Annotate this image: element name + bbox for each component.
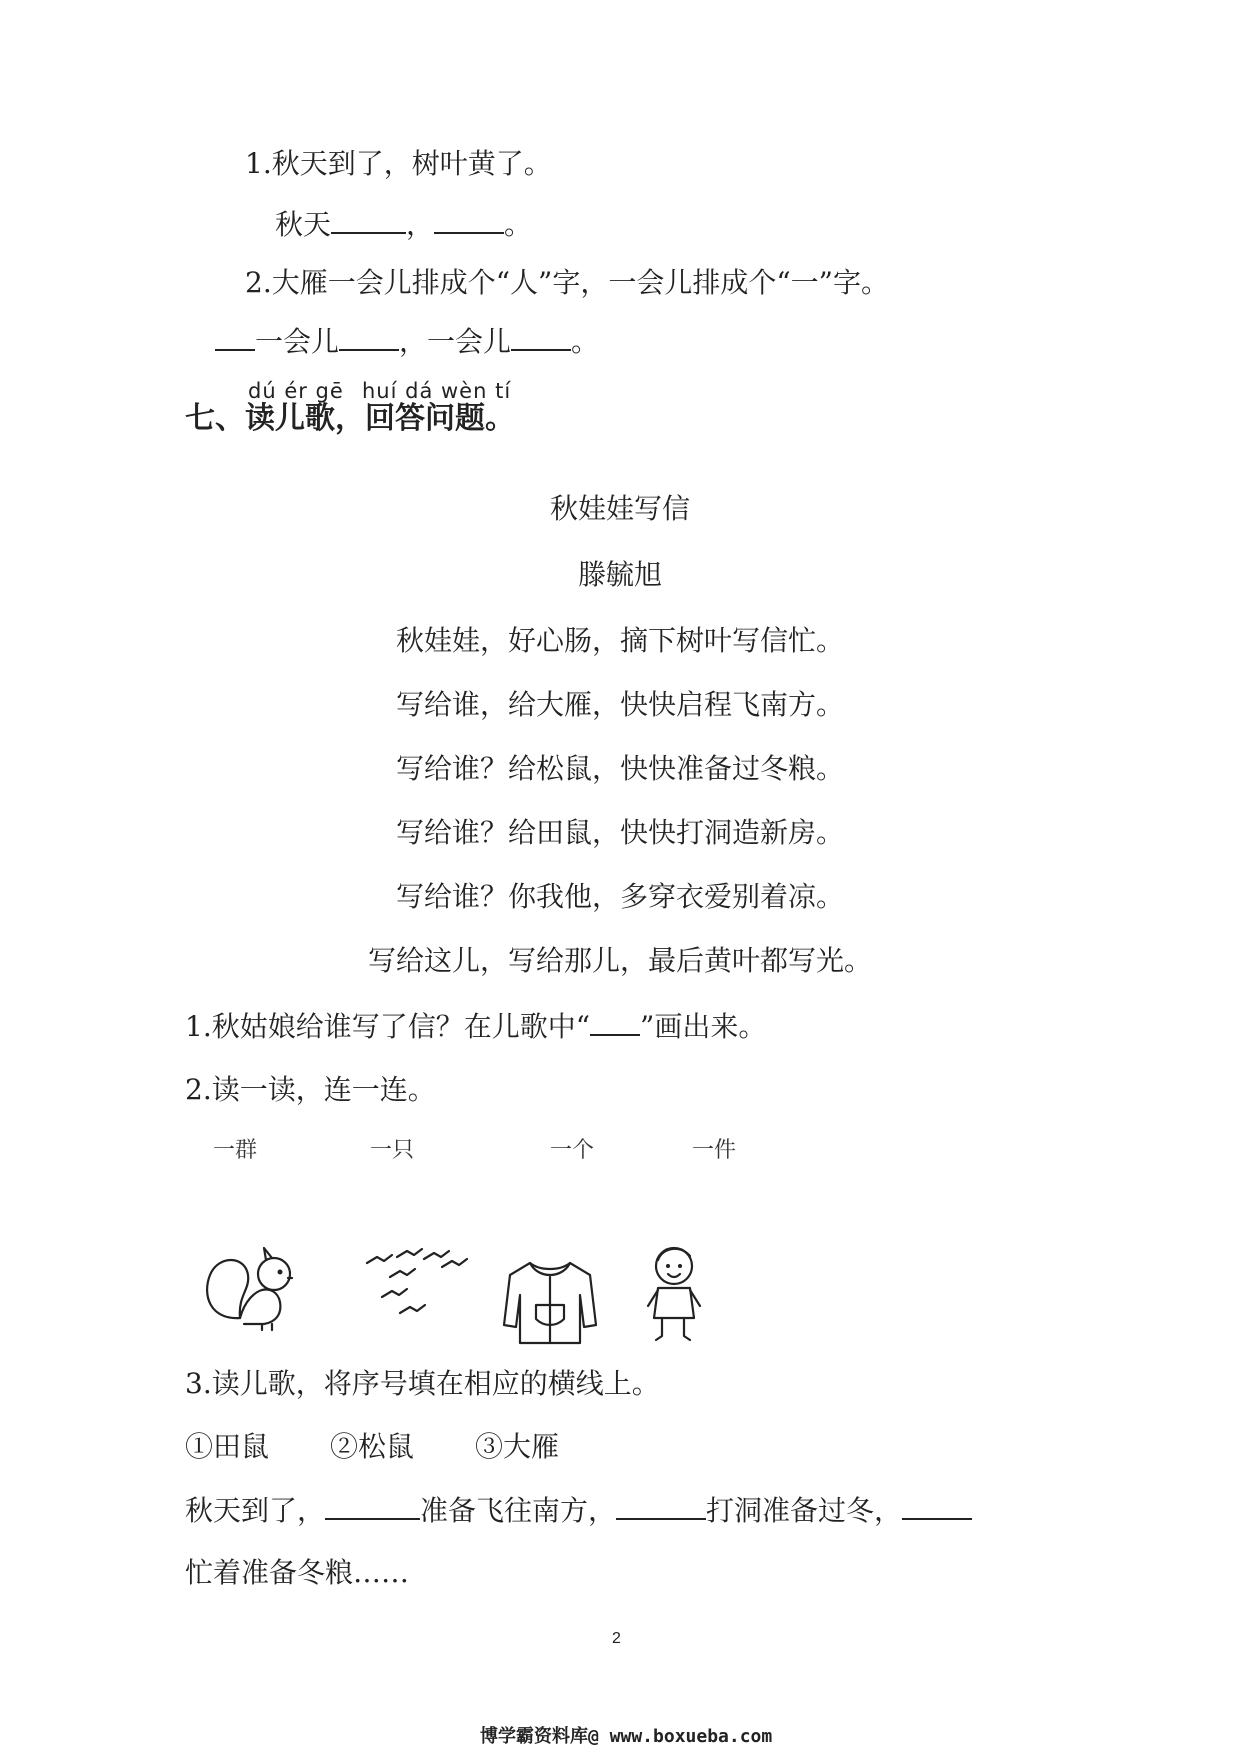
question-1-fill-line: [275, 206, 532, 243]
question-3: 3.读儿歌，将序号填在相应的横线上。: [185, 1367, 660, 1400]
question-2-fill-line: [215, 323, 599, 360]
poem-title: 秋娃娃写信: [549, 492, 690, 525]
squirrel-icon[interactable]: [200, 1240, 310, 1340]
fill-comma: ，: [406, 208, 435, 241]
question-text: 1.秋姑娘给谁写了信？在儿歌中“: [185, 1010, 591, 1043]
underline-sample: [590, 1008, 640, 1036]
option-dayan: ③大雁: [475, 1430, 560, 1463]
page-number: 2: [612, 1630, 621, 1647]
option-tianshu: ①田鼠: [185, 1430, 270, 1463]
answer-blank[interactable]: [511, 323, 571, 351]
child-icon[interactable]: [640, 1240, 710, 1350]
footer-watermark: 博学霸资料库@ www.boxueba.com: [480, 1726, 773, 1747]
answer-blank[interactable]: [339, 323, 399, 351]
poem-line: 写给谁？你我他，多穿衣爱别着凉。: [395, 880, 844, 913]
fill-text: 准备飞往南方，: [420, 1494, 617, 1527]
question-1-who-letters: [185, 1008, 766, 1045]
poem-author: 滕毓旭: [577, 558, 662, 591]
measure-word-yijian[interactable]: 一件: [692, 1138, 737, 1163]
geese-flock-icon[interactable]: [362, 1245, 472, 1325]
answer-blank[interactable]: [215, 323, 255, 351]
answer-blank[interactable]: [325, 1492, 420, 1520]
fill-part-c: 。: [571, 325, 600, 358]
question-1-sentence: 1.秋天到了，树叶黄了。: [245, 147, 552, 180]
question-2-sentence: 2.大雁一会儿排成个“人”字，一会儿排成个“一”字。: [245, 266, 889, 299]
section-7-heading: 七、读儿歌，回答问题。: [185, 401, 515, 436]
fill-part-a: 一会儿: [255, 325, 340, 358]
pinyin-du-er-ge: dú ér gē: [248, 379, 344, 403]
option-songshu: ②松鼠: [330, 1430, 415, 1463]
poem-line: 写给谁，给大雁，快快启程飞南方。: [395, 688, 844, 721]
poem-line: 写给这儿，写给那儿，最后黄叶都写光。: [367, 944, 872, 977]
answer-blank[interactable]: [331, 206, 406, 234]
question-2-connect: 2.读一读，连一连。: [185, 1073, 436, 1106]
measure-word-yige[interactable]: 一个: [550, 1138, 595, 1163]
fill-sentence-line-1: [185, 1492, 972, 1529]
fill-sentence-line-2: 忙着准备冬粮……: [185, 1556, 410, 1589]
answer-blank[interactable]: [902, 1492, 972, 1520]
fill-text: 打洞准备过冬，: [706, 1494, 903, 1527]
poem-line: 写给谁？给田鼠，快快打洞造新房。: [395, 816, 844, 849]
measure-word-yiqun[interactable]: 一群: [213, 1138, 258, 1163]
answer-blank[interactable]: [434, 206, 504, 234]
fill-prefix: 秋天: [275, 208, 332, 241]
fill-part-b: ，一会儿: [399, 325, 512, 358]
pinyin-hui-da-wen-ti: huí dá wèn tí: [362, 379, 512, 403]
fill-end: 。: [504, 208, 533, 241]
answer-blank[interactable]: [616, 1492, 706, 1520]
coat-icon[interactable]: [500, 1255, 600, 1350]
fill-text: 秋天到了，: [185, 1494, 326, 1527]
poem-line: 写给谁？给松鼠，快快准备过冬粮。: [395, 752, 844, 785]
question-text-end: ”画出来。: [640, 1010, 767, 1043]
measure-word-yizhi[interactable]: 一只: [370, 1138, 415, 1163]
poem-line: 秋娃娃，好心肠，摘下树叶写信忙。: [395, 624, 844, 657]
